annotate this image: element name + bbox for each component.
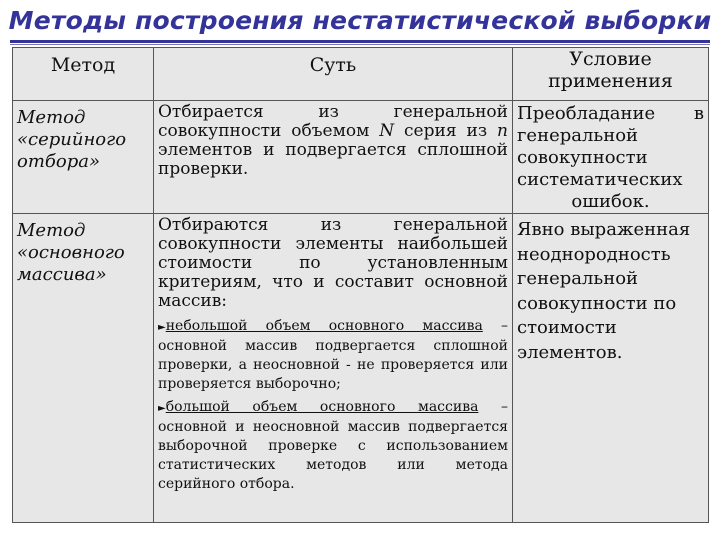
essence-n: n xyxy=(497,121,508,141)
bullet-term: небольшой объем основного массива xyxy=(165,318,483,334)
bullet-item xyxy=(158,398,508,494)
bullet-text: – основной и неосновной массив подвергается выборочной проверке с использованием статистических методов или метода серийного отбора. xyxy=(158,399,508,492)
table-header-row xyxy=(13,48,709,101)
header-condition-line2: применения xyxy=(548,70,673,92)
header-condition xyxy=(513,48,709,101)
slide-title: Методы построения нестатистической выборки xyxy=(8,6,712,35)
method-essence xyxy=(154,214,513,523)
condition-text-last: ошибок. xyxy=(571,191,650,212)
essence-lead: Отбираются из генеральной совокупности элементы наибольшей стоимости по установленным критериям, что и составит основной массив: xyxy=(158,215,508,311)
title-underline xyxy=(10,40,710,43)
bullet-term: большой объем основного массива xyxy=(165,399,479,415)
essence-text: элементов и подвергается сплошной проверки. xyxy=(158,140,508,179)
triangle-bullet-icon: ► xyxy=(158,403,166,414)
method-condition xyxy=(513,101,709,214)
bullet-text: – основной массив подвергается сплошной проверки, а неосновной - не проверяется или проверяется выборочно; xyxy=(158,318,508,392)
essence-N: N xyxy=(379,121,395,141)
method-essence xyxy=(154,101,513,214)
triangle-bullet-icon: ► xyxy=(158,322,166,333)
methods-table xyxy=(12,47,709,523)
title-underline-thin xyxy=(10,44,710,45)
table-row xyxy=(13,101,709,214)
condition-text: Преобладание в генеральной совокупности систематических xyxy=(517,103,704,190)
method-condition: Явно выраженная неоднородность генеральной совокупности по стоимости элементов. xyxy=(513,214,709,523)
method-name: Метод «серийного отбора» xyxy=(13,101,154,214)
method-name: Метод «основного массива» xyxy=(13,214,154,523)
essence-text: серия из xyxy=(394,121,498,141)
header-essence: Суть xyxy=(154,48,513,101)
bullet-item xyxy=(158,317,508,394)
header-condition-line1: Условие xyxy=(569,48,652,70)
header-method: Метод xyxy=(13,48,154,101)
essence-text: Отбирается из генеральной совокупности объемом xyxy=(158,102,508,141)
table-row xyxy=(13,214,709,523)
